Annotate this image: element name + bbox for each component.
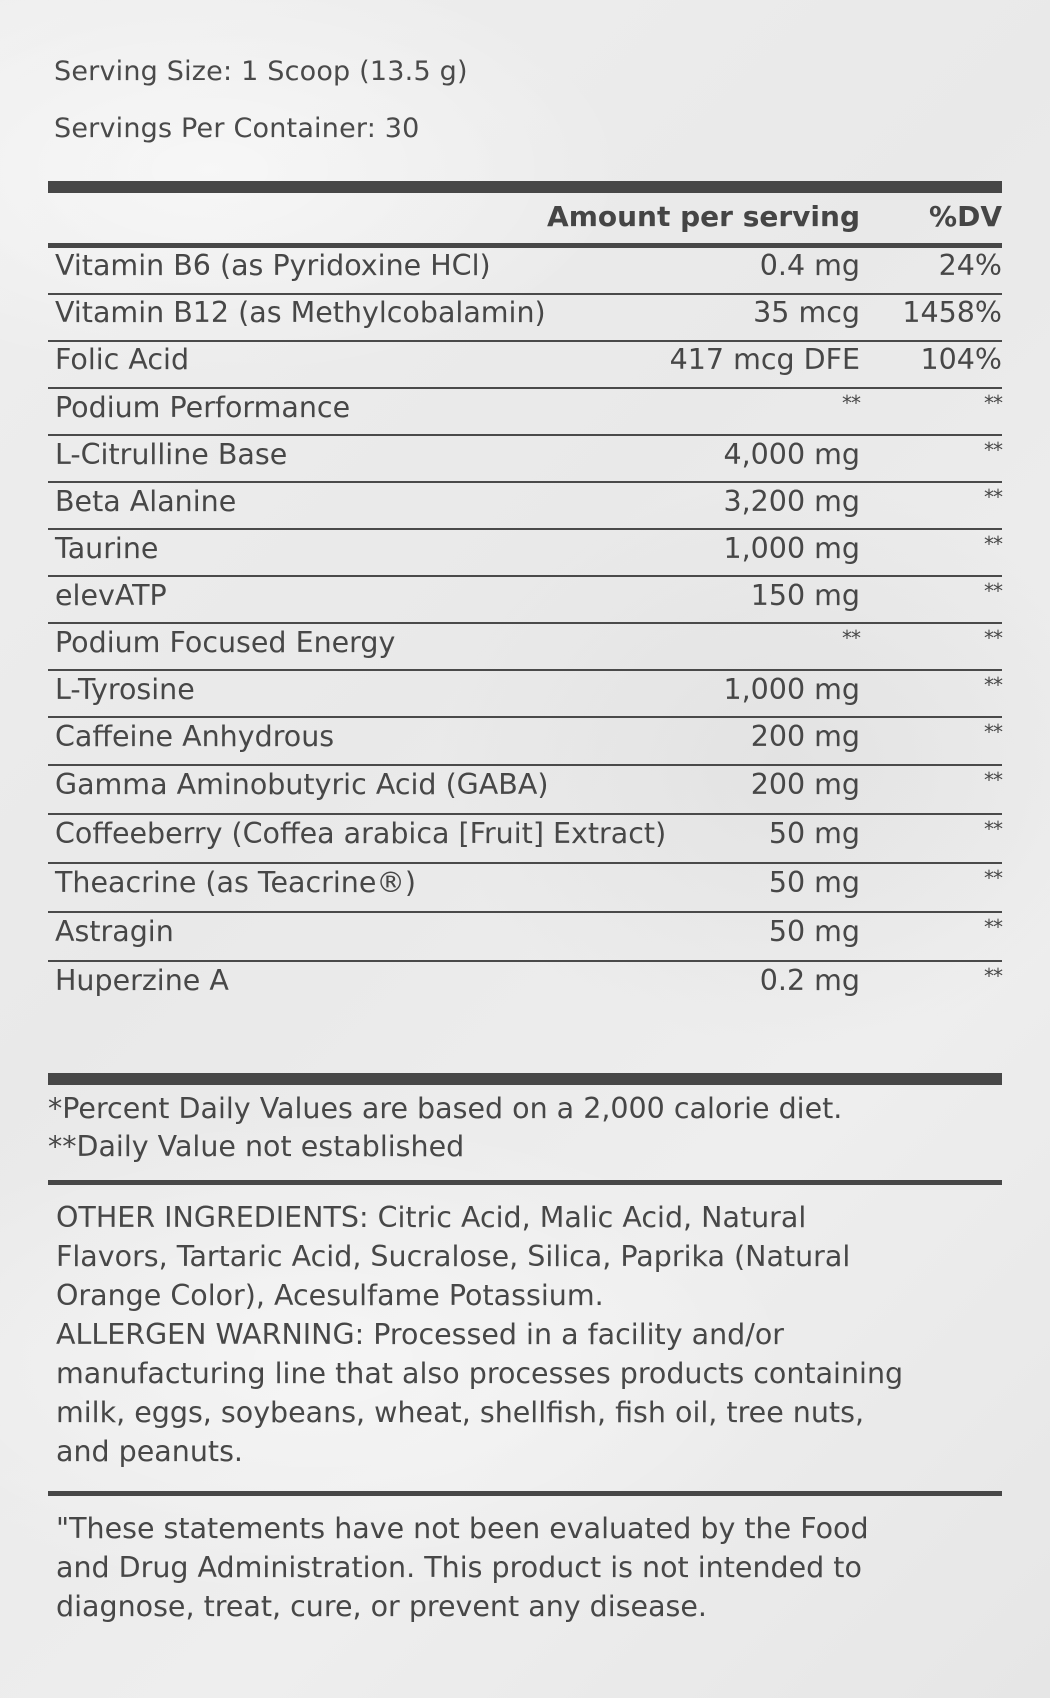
top-thick-rule [48, 181, 1002, 193]
ingredient-amount: 35 mcg [753, 296, 860, 329]
ingredient-amount: 4,000 mg [723, 438, 860, 471]
ingredient-dv: ** [984, 626, 1002, 650]
ingredient-amount: 50 mg [768, 817, 860, 850]
ingredient-name: Gamma Aminobutyric Acid (GABA) [55, 768, 549, 801]
ingredient-amount: 50 mg [768, 915, 860, 948]
disclaimer-line: and Drug Administration. This product is not intended to [56, 1551, 862, 1584]
ingredient-dv: ** [984, 391, 1002, 415]
table-row [48, 530, 1002, 577]
ingredient-name: Huperzine A [55, 964, 229, 997]
table-row [48, 962, 1002, 1011]
footnote-dv-not-established: **Daily Value not established [48, 1130, 465, 1163]
ingredient-amount: 200 mg [750, 768, 860, 801]
header-dv: %DV [929, 200, 1002, 233]
table-row [48, 864, 1002, 913]
table-row [48, 815, 1002, 864]
ingredient-dv: ** [984, 866, 1002, 890]
table-row [48, 913, 1002, 962]
ingredient-dv: 24% [938, 249, 1002, 282]
table-row [48, 342, 1002, 389]
ingredient-dv: ** [984, 673, 1002, 697]
ingredient-amount: 200 mg [750, 720, 860, 753]
table-row [48, 389, 1002, 436]
ingredient-name: L-Citrulline Base [55, 438, 288, 471]
fda-disclaimer [56, 1509, 869, 1626]
ingredient-dv: ** [984, 720, 1002, 744]
ingredient-dv: ** [984, 438, 1002, 462]
ingredient-amount: 3,200 mg [723, 485, 860, 518]
ingredient-amount: ** [842, 391, 860, 415]
table-row [48, 671, 1002, 718]
ingredient-amount: 50 mg [768, 866, 860, 899]
bottom-thick-rule [48, 1073, 1002, 1085]
table-row [48, 766, 1002, 815]
ingredient-amount: 0.4 mg [759, 249, 860, 282]
table-row [48, 295, 1002, 342]
other-ingredients-line: Flavors, Tartaric Acid, Sucralose, Silica, Paprika (Natural [56, 1240, 851, 1273]
footnote-rule [48, 1180, 1002, 1185]
ingredient-dv: 104% [920, 343, 1002, 376]
ingredient-name: Podium Focused Energy [55, 626, 396, 659]
allergen-warning-line: manufacturing line that also processes products containing [56, 1357, 904, 1390]
serving-size: Serving Size: 1 Scoop (13.5 g) [54, 56, 468, 87]
ingredient-name: Folic Acid [55, 343, 190, 376]
other-ingredients-line: Orange Color), Acesulfame Potassium. [56, 1279, 604, 1312]
ingredient-name: Coffeeberry (Coffea arabica [Fruit] Extract) [55, 817, 667, 850]
table-row [48, 483, 1002, 530]
ingredient-name: Taurine [55, 532, 159, 565]
ingredient-amount: 150 mg [750, 579, 860, 612]
ingredient-dv: ** [984, 817, 1002, 841]
table-row [48, 436, 1002, 483]
allergen-warning-line: and peanuts. [56, 1435, 243, 1468]
ingredient-name: Theacrine (as Teacrine®) [55, 866, 417, 899]
table-row [48, 577, 1002, 624]
ingredient-dv: 1458% [902, 296, 1002, 329]
ingredient-name: Caffeine Anhydrous [55, 720, 335, 753]
ingredient-name: Vitamin B6 (as Pyridoxine HCl) [55, 249, 491, 282]
allergen-warning-line: milk, eggs, soybeans, wheat, shellfish, fish oil, tree nuts, [56, 1396, 865, 1429]
other-ingredients-section [56, 1198, 1046, 1471]
ingredient-name: Vitamin B12 (as Methylcobalamin) [55, 296, 546, 329]
disclaimer-rule [48, 1491, 1002, 1496]
ingredient-amount: ** [842, 626, 860, 650]
table-header [48, 196, 1002, 242]
disclaimer-line: diagnose, treat, cure, or prevent any disease. [56, 1590, 707, 1623]
ingredient-amount: 417 mcg DFE [669, 343, 860, 376]
table-row [48, 624, 1002, 671]
allergen-warning-line: ALLERGEN WARNING: Processed in a facility and/or [56, 1318, 785, 1351]
ingredient-name: Beta Alanine [55, 485, 237, 518]
table-row [48, 248, 1002, 295]
ingredient-name: Astragin [55, 915, 174, 948]
footnotes [48, 1090, 842, 1166]
ingredient-amount: 1,000 mg [723, 673, 860, 706]
ingredient-dv: ** [984, 964, 1002, 988]
ingredient-dv: ** [984, 768, 1002, 792]
disclaimer-line: "These statements have not been evaluated by the Food [56, 1512, 869, 1545]
ingredient-name: L-Tyrosine [55, 673, 195, 706]
ingredient-name: elevATP [55, 579, 167, 612]
ingredient-amount: 0.2 mg [759, 964, 860, 997]
ingredient-dv: ** [984, 532, 1002, 556]
ingredient-dv: ** [984, 485, 1002, 509]
servings-per-container: Servings Per Container: 30 [54, 113, 420, 144]
other-ingredients-line: OTHER INGREDIENTS: Citric Acid, Malic Acid, Natural [56, 1201, 807, 1234]
ingredient-name: Podium Performance [55, 391, 351, 424]
footnote-percent-dv: *Percent Daily Values are based on a 2,000 calorie diet. [48, 1092, 843, 1125]
table-row [48, 718, 1002, 766]
ingredients-table [48, 248, 1002, 1011]
header-amount-per-serving: Amount per serving [547, 200, 860, 233]
ingredient-amount: 1,000 mg [723, 532, 860, 565]
ingredient-dv: ** [984, 579, 1002, 603]
ingredient-dv: ** [984, 915, 1002, 939]
